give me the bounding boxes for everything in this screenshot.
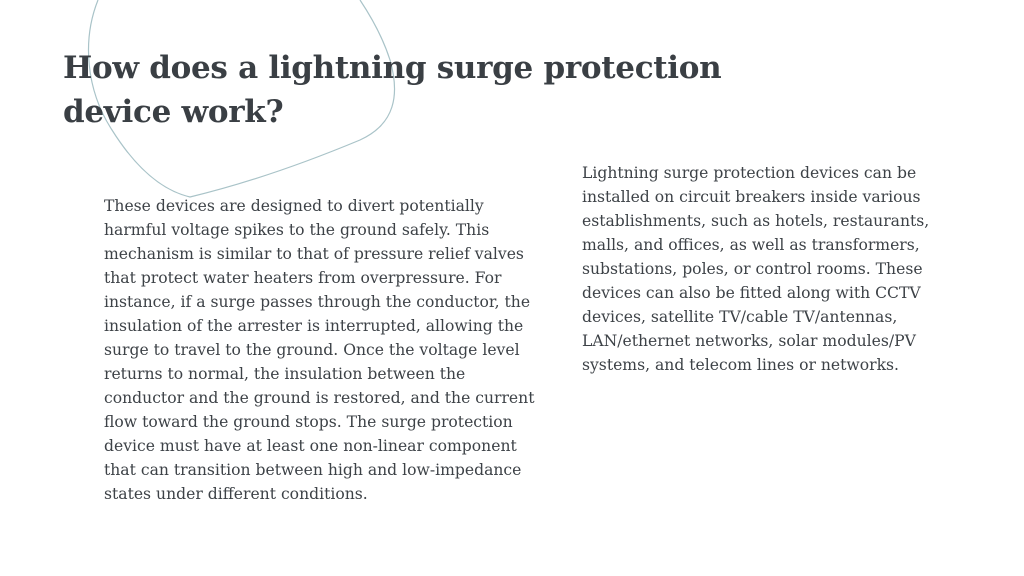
right-paragraph: Lightning surge protection devices can be installed on circuit breakers inside various establishments, such as hotels, restaurants, malls, and offices, as well as transformers, substations, poles, or control rooms. These devices can also be fitted along with CCTV devices, satellite TV/cable TV/antennas, LAN/ethernet networks, solar modules/PV systems, and telecom lines or networks. — [582, 164, 930, 374]
slide-title: How does a lightning surge protection device work? — [63, 50, 722, 130]
left-paragraph: These devices are designed to divert potentially harmful voltage spikes to the ground safely. This mechanism is similar to that of pressure relief valves that protect water heaters from overpressure. For instance, if a surge passes through the conductor, the insulation of the arrester is interrupted, allowing the surge to travel to the ground. Once the voltage level returns to normal, the insulation between the conductor and the ground is restored, and the current flow toward the ground stops. The surge protection device must have at least one non-linear component that can transition between high and low-impedance states under different conditions. — [104, 197, 535, 503]
